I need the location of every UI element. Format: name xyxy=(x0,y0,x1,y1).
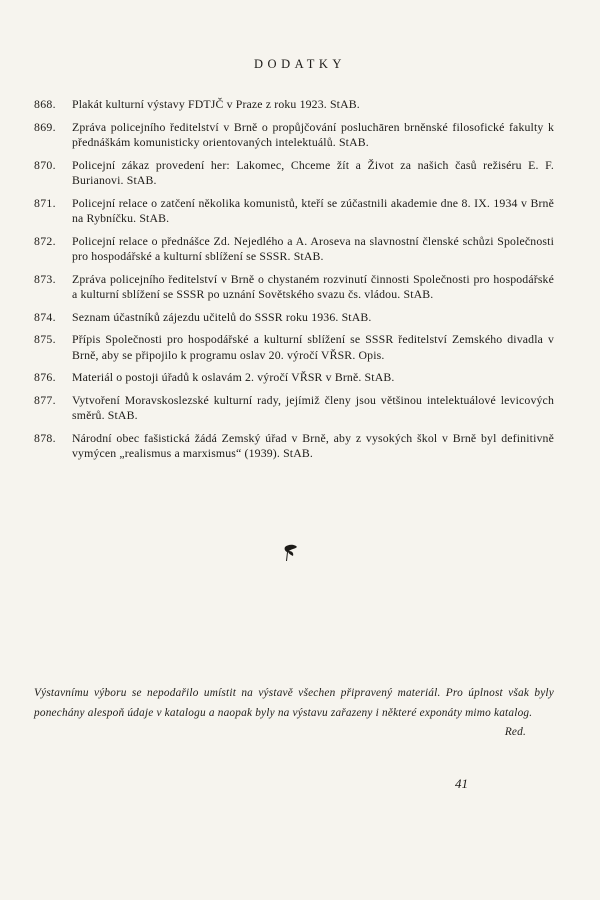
entry-text: Materiál o postoji úřadů k oslavám 2. výročí VŘSR v Brně. StAB. xyxy=(72,370,395,384)
entry-text: Policejní zákaz provedení her: Lakomec, Chceme žít a Život za našich časů režiséru E. F. Burianovi. StAB. xyxy=(72,157,554,187)
list-item xyxy=(34,272,554,303)
entry-text: Seznam účastníků zájezdu učitelů do SSSR roku 1936. StAB. xyxy=(72,309,372,324)
entry-number: 868. xyxy=(34,97,56,111)
entry-text: Zpráva policejního ředitelství v Brně o propůjčování posluchāren brněnské filosofické fakulty k přednáškám komunisticky orientovaných intelektuálů. StAB. xyxy=(72,119,554,149)
entry-number: 870. xyxy=(34,157,56,172)
leaf-ornament-icon xyxy=(283,543,299,563)
list-item xyxy=(34,97,554,113)
entry-number: 878. xyxy=(34,430,56,445)
entries-list xyxy=(34,97,554,469)
entry-text: Vytvoření Moravskoslezské kulturní rady, jejímiž členy jsou většinou intelektuálové levicových směrů. StAB. xyxy=(72,392,554,422)
entry-text: Národní obec fašistická žádá Zemský úřad v Brně, aby z vysokých škol v Brně byl definitivně vymýcen „realismus a marxismus“ (1939). StAB. xyxy=(72,430,554,460)
entry-number: 869. xyxy=(34,119,56,134)
entry-text: Policejní relace o přednášce Zd. Nejedlého a A. Aroseva na slavnostní členské schůzi Společnosti pro hospodářské a kulturní sblížení se SSSR. StAB. xyxy=(72,233,554,263)
entry-number: 876. xyxy=(34,370,56,384)
page-number: 41 xyxy=(455,776,468,791)
list-item xyxy=(34,370,554,386)
entry-text: Policejní relace o zatčení několika komunistů, kteří se zúčastnili akademie dne 8. IX. 1934 v Brně na Rybníčku. StAB. xyxy=(72,195,554,225)
entry-number: 874. xyxy=(34,309,56,324)
list-item xyxy=(34,393,554,424)
list-item xyxy=(34,120,554,151)
page-title: DODATKY xyxy=(254,57,346,71)
entry-text: Přípis Společnosti pro hospodářské a kulturní sblížení se SSSR ředitelství Zemského divadla v Brně, aby se připojilo k programu oslav 20. výročí VŘSR. Opis. xyxy=(72,332,554,362)
list-item xyxy=(34,158,554,189)
list-item xyxy=(34,196,554,227)
note-signature: Red. xyxy=(504,726,526,738)
entry-number: 877. xyxy=(34,392,56,407)
list-item xyxy=(34,431,554,462)
list-item xyxy=(34,332,554,363)
editorial-note xyxy=(34,684,554,743)
list-item xyxy=(34,234,554,265)
entry-text: Zpráva policejního ředitelství v Brně o chystaném rozvinutí činnosti Společnosti pro hospodářské a kulturní sblížení se SSSR po uznání Sovětského svazu čs. vládou. StAB. xyxy=(72,271,554,301)
entry-text: Plakát kulturní výstavy FDTJČ v Praze z roku 1923. StAB. xyxy=(72,97,360,111)
entry-number: 871. xyxy=(34,195,56,210)
entry-number: 875. xyxy=(34,332,56,346)
note-text: Výstavnímu výboru se nepodařilo umístit na výstavě všechen připravený materiál. Pro úplnost však byly ponechány alespoň údaje v katalogu a naopak byly na výstavu zařazeny i některé exponáty mimo katalog. xyxy=(34,687,554,719)
entry-number: 872. xyxy=(34,233,56,248)
list-item xyxy=(34,310,554,326)
entry-number: 873. xyxy=(34,271,56,286)
